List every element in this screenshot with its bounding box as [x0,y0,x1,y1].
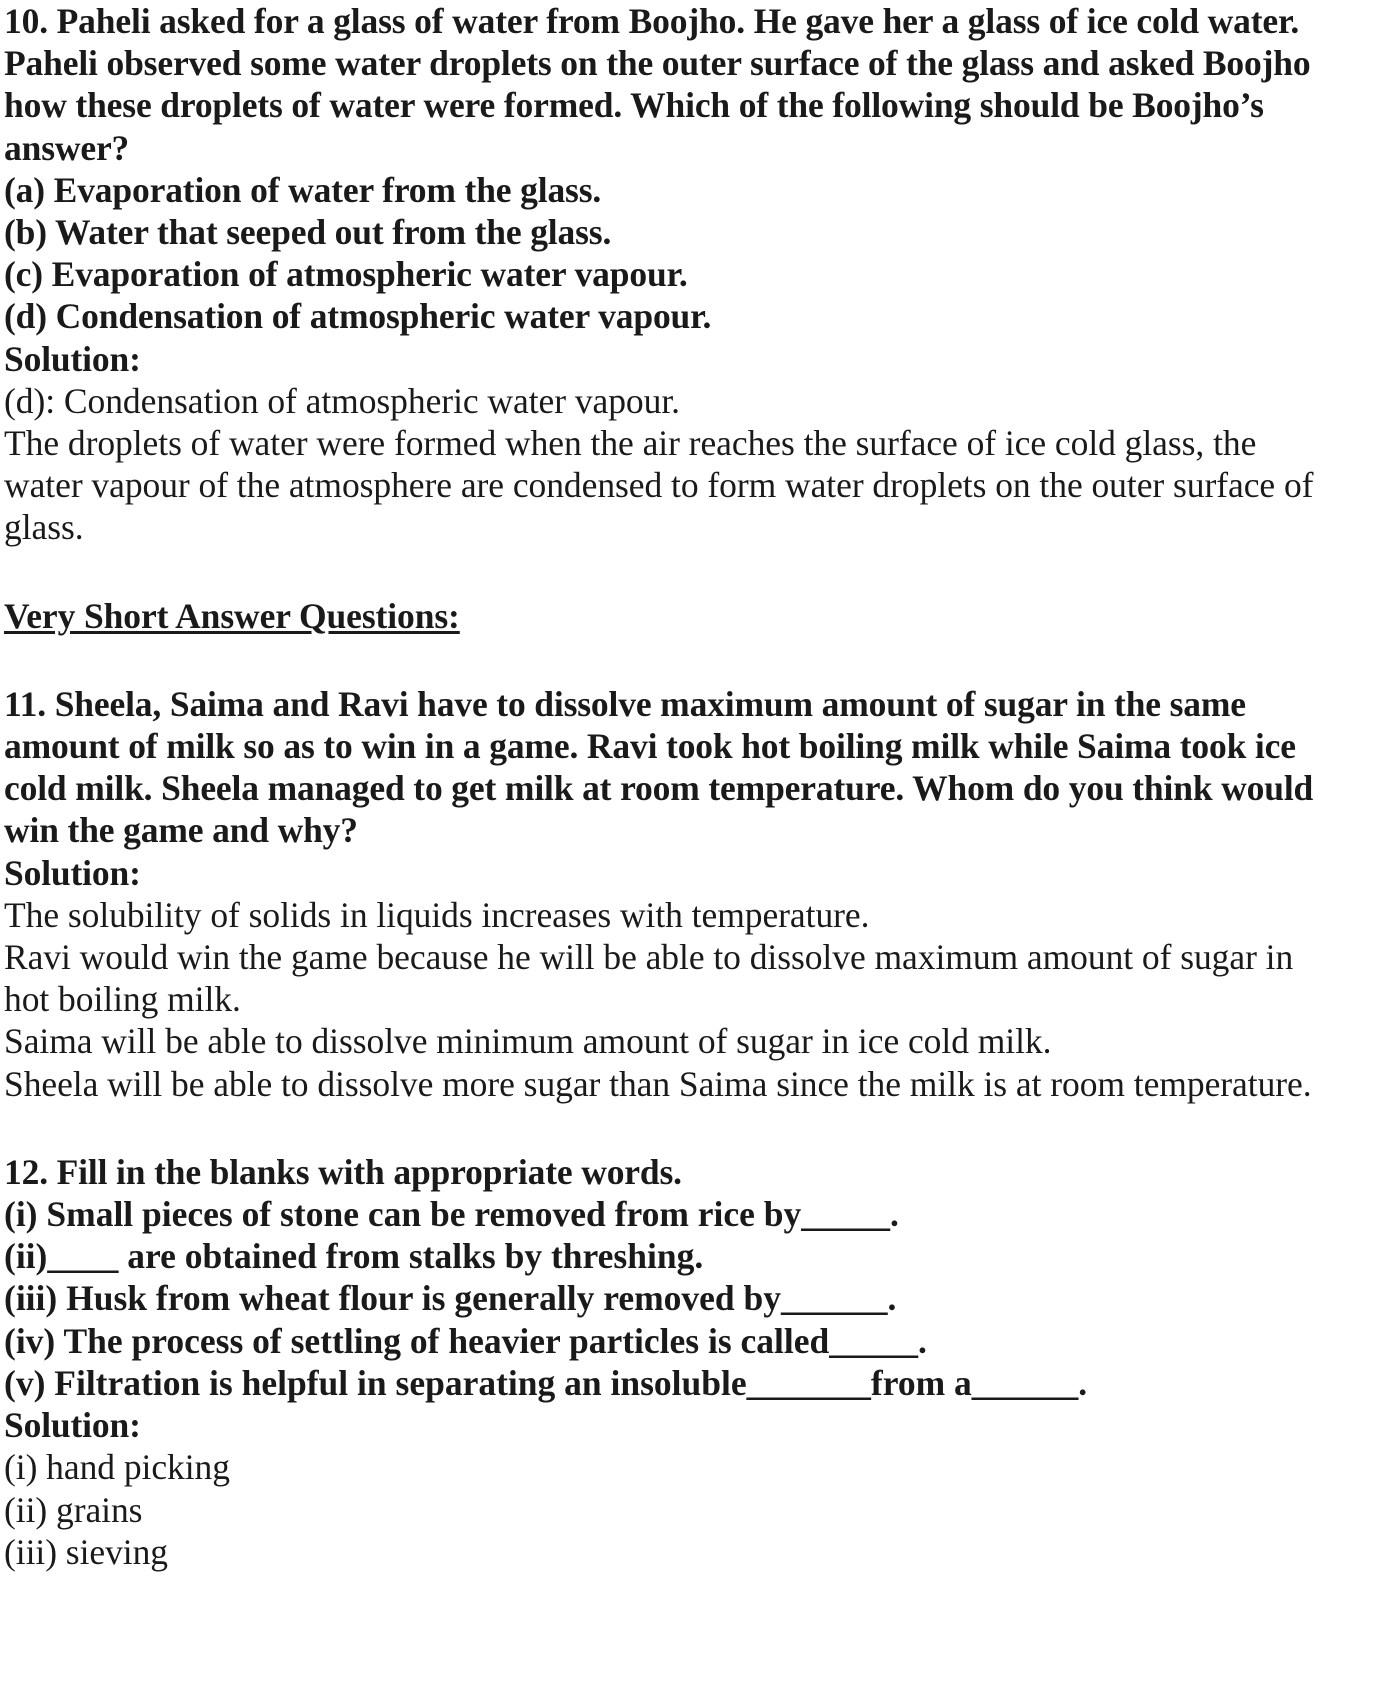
question-12-answer-iii: (iii) sieving [4,1531,169,1572]
question-10-option-c: (c) Evaporation of atmospheric water vapour. [4,254,688,295]
question-12-prompt: 12. Fill in the blanks with appropriate words. [4,1151,682,1192]
question-11-prompt: 11. Sheela, Saima and Ravi have to dissolve maximum amount of sugar in the same amount of milk so as to win in a game. Ravi took hot boiling milk while Saima took ice cold milk. Sheela managed to get milk at room temperature. Whom do you think would win the game and why? [4,683,1314,851]
question-12-blank-i: (i) Small pieces of stone can be removed from rice by_____. [4,1194,899,1235]
question-12-answer-i: (i) hand picking [4,1447,230,1488]
question-12-answer-ii: (ii) grains [4,1489,143,1530]
question-11-solution-line-3: Saima will be able to dissolve minimum amount of sugar in ice cold milk. [4,1021,1052,1062]
spacer [4,549,1395,595]
spacer [4,637,1395,683]
question-10-option-d: (d) Condensation of atmospheric water vapour. [4,296,712,337]
question-11-solution-label: Solution: [4,852,141,893]
section-heading-wrap [4,595,1395,637]
spacer [4,1105,1395,1151]
question-12-blank-iv: (iv) The process of settling of heavier particles is called_____. [4,1320,927,1361]
question-10-solution-answer: (d): Condensation of atmospheric water vapour. [4,380,680,421]
question-12-blank-iii: (iii) Husk from wheat flour is generally removed by______. [4,1278,897,1319]
question-10-option-b: (b) Water that seeped out from the glass. [4,212,612,253]
question-10-solution-explanation: The droplets of water were formed when the air reaches the surface of ice cold glass, the water vapour of the atmosphere are condensed to form water droplets on the outer surface of glass. [4,423,1314,548]
very-short-answer-questions-heading: Very Short Answer Questions: [4,595,460,636]
question-12-blank-ii: (ii)____ are obtained from stalks by threshing. [4,1236,704,1277]
question-10-option-a: (a) Evaporation of water from the glass. [4,169,602,210]
question-10-prompt: 10. Paheli asked for a glass of water from Boojho. He gave her a glass of ice cold water. Paheli observed some water droplets on the outer surface of the glass and asked Boojho how these droplets of water were formed. Which of the following should be Boojho’s answer? [4,1,1311,168]
question-12-solution-label: Solution: [4,1405,141,1446]
question-11-solution-line-1: The solubility of solids in liquids increases with temperature. [4,894,870,935]
question-11-solution-line-4: Sheela will be able to dissolve more sugar than Saima since the milk is at room temperature. [4,1063,1312,1104]
question-11-solution-line-2: Ravi would win the game because he will be able to dissolve maximum amount of sugar in hot boiling milk. [4,937,1294,1020]
question-10-solution-label: Solution: [4,338,141,379]
question-12-blank-v: (v) Filtration is helpful in separating an insoluble_______from a______. [4,1362,1088,1403]
